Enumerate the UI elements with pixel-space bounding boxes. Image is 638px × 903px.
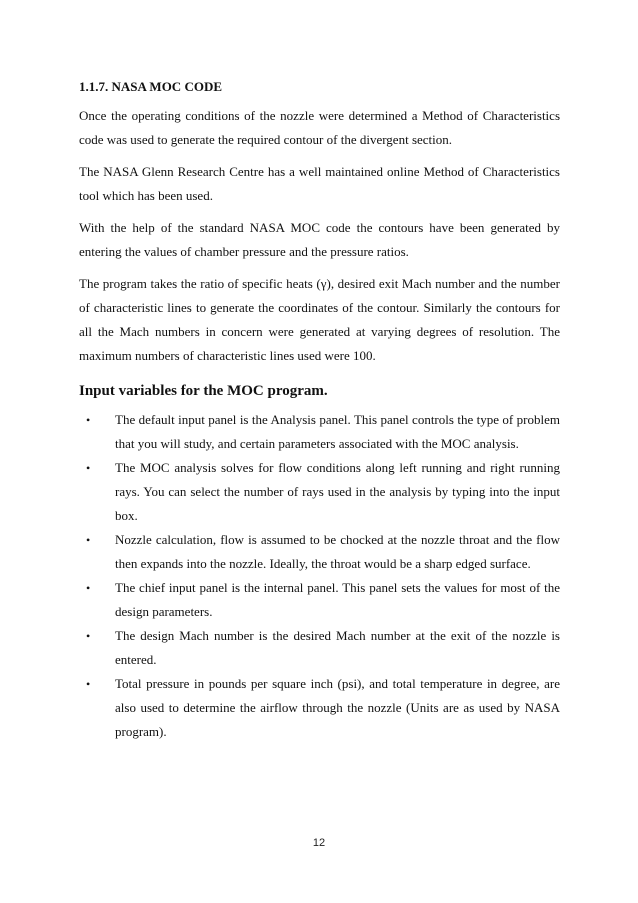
page-content (79, 66, 560, 744)
list-item-text: The design Mach number is the desired Mach number at the exit of the nozzle is entered. (115, 628, 560, 667)
list-item-text: The chief input panel is the internal panel. This panel sets the values for most of the design parameters. (115, 580, 560, 619)
section-heading: 1.1.7. NASA MOC CODE (79, 79, 223, 94)
page-number: 12 (312, 837, 326, 849)
input-variables-heading: Input variables for the MOC program. (79, 383, 328, 399)
bullet-icon: • (86, 629, 91, 643)
list-item (79, 528, 560, 576)
input-variables-list (79, 408, 560, 744)
list-item (79, 456, 560, 528)
list-item-text: The MOC analysis solves for flow conditions along left running and right running rays. You can select the number of rays used in the analysis by typing into the input box. (115, 460, 560, 523)
paragraph-nasa-glenn: The NASA Glenn Research Centre has a well maintained online Method of Characteristics tool which has been used. (79, 164, 560, 203)
list-item (79, 672, 560, 744)
paragraph-program-ratio: The program takes the ratio of specific heats (γ), desired exit Mach number and the number of characteristic lines to generate the coordinates of the contour. Similarly the contours for all the Mach numbers in concern were generated at varying degrees of resolution. The maximum numbers of characteristic lines used were 100. (79, 276, 560, 363)
bullet-icon: • (86, 413, 91, 427)
list-item (79, 408, 560, 456)
bullet-icon: • (86, 581, 91, 595)
list-item-text: The default input panel is the Analysis panel. This panel controls the type of problem that you will study, and certain parameters associated with the MOC analysis. (115, 412, 560, 451)
bullet-icon: • (86, 461, 91, 475)
bullet-icon: • (86, 533, 91, 547)
list-item (79, 576, 560, 624)
list-item-text: Nozzle calculation, flow is assumed to be chocked at the nozzle throat and the flow then expands into the nozzle. Ideally, the throat would be a sharp edged surface. (115, 532, 560, 571)
list-item-text: Total pressure in pounds per square inch (psi), and total temperature in degree, are also used to determine the airflow through the nozzle (Units are as used by NASA program). (115, 676, 560, 739)
paragraph-standard-moc: With the help of the standard NASA MOC code the contours have been generated by entering the values of chamber pressure and the pressure ratios. (79, 220, 560, 259)
list-item (79, 624, 560, 672)
paragraph-operating-conditions: Once the operating conditions of the nozzle were determined a Method of Characteristics code was used to generate the required contour of the divergent section. (79, 108, 560, 147)
bullet-icon: • (86, 677, 91, 691)
